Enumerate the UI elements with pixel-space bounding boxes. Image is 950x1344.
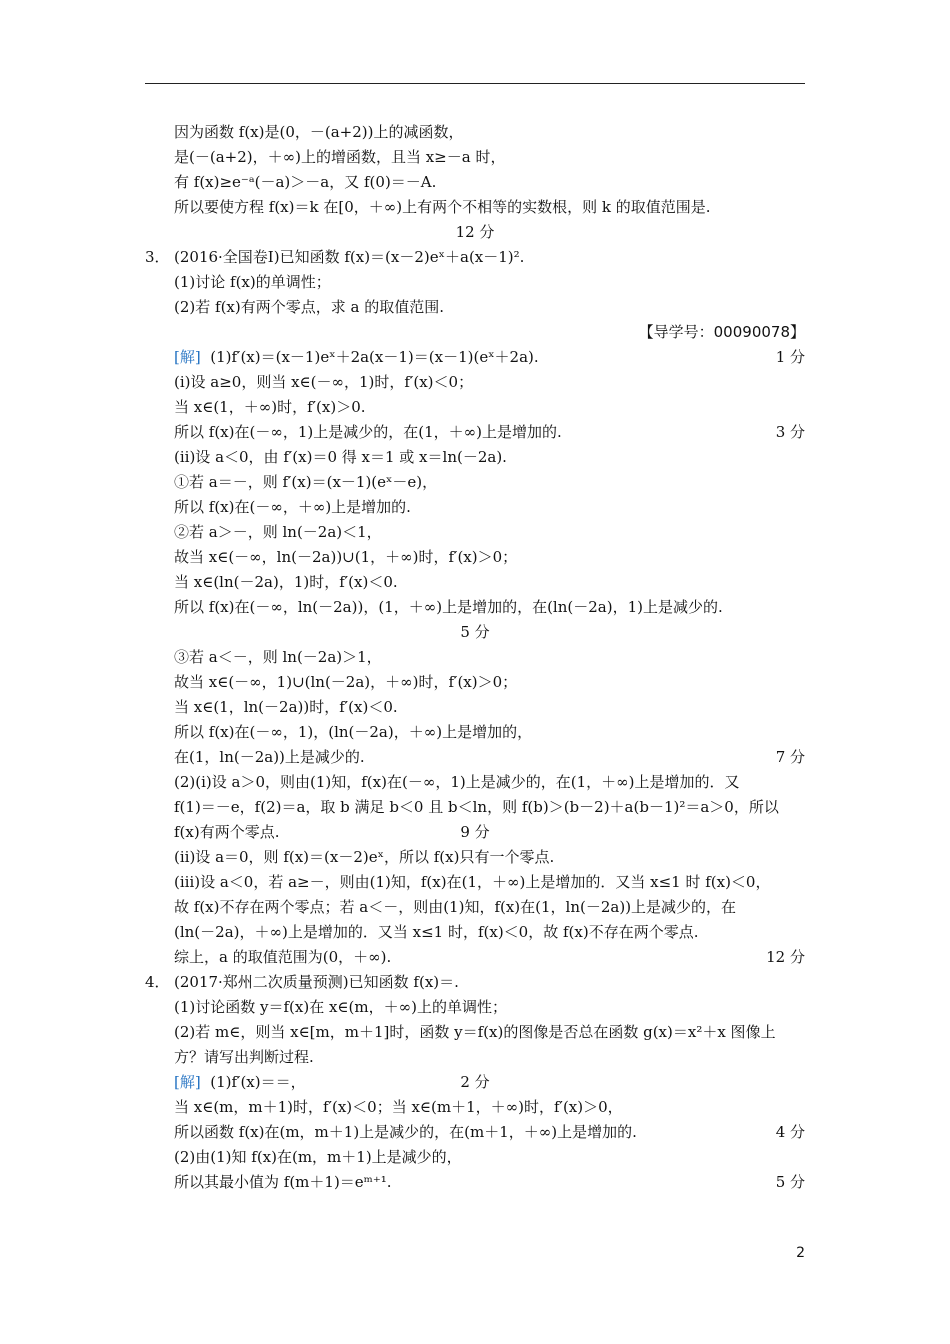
solution-line: (ⅲ)设 a＜0，若 a≥－，则由(1)知，f(x)在(1，＋∞)上是增加的．又当 x≤1 时 f(x)＜0， — [174, 873, 771, 891]
text-line: 所以要使方程 f(x)＝k 在[0，＋∞)上有两个不相等的实数根，则 k 的取值范围是. — [174, 198, 711, 216]
question-part: (2)若 m∈，则当 x∈[m，m＋1]时，函数 y＝f(x)的图像是否总在函数 g(x)＝x²＋x 图像上 — [174, 1023, 776, 1041]
solution-line: 所以函数 f(x)在(m，m＋1)上是减少的，在(m＋1，＋∞)上是增加的. — [174, 1123, 637, 1141]
score-label: 4 分 — [775, 1123, 805, 1141]
solution-line: 所以 f(x)在(－∞，＋∞)上是增加的. — [174, 498, 411, 516]
solution-line: 故当 x∈(－∞，1)∪(ln(－2a)，＋∞)时，f′(x)＞0； — [174, 673, 518, 691]
solution-line: 当 x∈(1，ln(－2a))时，f′(x)＜0. — [174, 698, 398, 716]
solution-text: (1)f′(x)＝＝， — [200, 1073, 306, 1091]
solution-line: 所以 f(x)在(－∞，1)上是减少的，在(1，＋∞)上是增加的. — [174, 423, 562, 441]
text-line: 有 f(x)≥e⁻ᵃ(－a)＞－a，又 f(0)＝－A. — [174, 173, 437, 191]
solution-line: 在(1，ln(－2a))上是减少的. — [174, 748, 365, 766]
score-label: 3 分 — [775, 423, 805, 441]
text-line: 是(－(a+2)，＋∞)上的增函数，且当 x≥－a 时， — [174, 148, 506, 166]
solution-line: 故 f(x)不存在两个零点；若 a＜－，则由(1)知，f(x)在(1，ln(－2a))上是减少的，在 — [174, 898, 737, 916]
solution-line: 当 x∈(m，m＋1)时，f′(x)＜0；当 x∈(m＋1，＋∞)时，f′(x)＞0， — [174, 1098, 623, 1116]
question-part: (2)若 f(x)有两个零点，求 a 的取值范围. — [174, 298, 444, 316]
question-part: (1)讨论 f(x)的单调性； — [174, 273, 331, 291]
header-rule — [145, 83, 805, 84]
page-number: 2 — [796, 1245, 805, 1261]
reference-number: 【导学号：00090078】 — [638, 323, 805, 341]
solution-line: 当 x∈(ln(－2a)，1)时，f′(x)＜0. — [174, 573, 398, 591]
question-part: 方？请写出判断过程. — [174, 1048, 314, 1066]
solution-line: ③若 a＜－，则 ln(－2a)＞1， — [174, 648, 382, 666]
solution-line: 所以 f(x)在(－∞，1)，(ln(－2a)，＋∞)上是增加的， — [174, 723, 533, 741]
question-text: (2017·郑州二次质量预测)已知函数 f(x)＝. — [174, 973, 459, 991]
solution-line: (2)由(1)知 f(x)在(m，m＋1)上是减少的， — [174, 1148, 462, 1166]
question-text: (2016·全国卷Ⅰ)已知函数 f(x)＝(x－2)eˣ＋a(x－1)². — [174, 248, 525, 266]
solution-line: ①若 a＝－，则 f′(x)＝(x－1)(eˣ－e)， — [174, 473, 438, 491]
score-label: 2 分 — [460, 1073, 490, 1091]
solution-line: 故当 x∈(－∞，ln(－2a))∪(1，＋∞)时，f′(x)＞0； — [174, 548, 518, 566]
question-part: (1)讨论函数 y＝f(x)在 x∈(m，＋∞)上的单调性； — [174, 998, 507, 1016]
solution-line — [174, 345, 539, 370]
solution-line: 所以其最小值为 f(m＋1)＝eᵐ⁺¹. — [174, 1173, 392, 1191]
solution-label: [解] — [174, 348, 201, 366]
score-label: 12 分 — [766, 948, 805, 966]
score-label: 12 分 — [455, 223, 495, 241]
score-label: 9 分 — [460, 823, 490, 841]
text-line: 因为函数 f(x)是(0，－(a+2))上的减函数， — [174, 123, 464, 141]
solution-line: 当 x∈(1，＋∞)时，f′(x)＞0. — [174, 398, 366, 416]
solution-line: (ln(－2a)，＋∞)上是增加的．又当 x≤1 时，f(x)＜0，故 f(x)不存在两个零点. — [174, 923, 699, 941]
solution-line: 综上，a 的取值范围为(0，＋∞). — [174, 948, 392, 966]
score-label: 5 分 — [460, 623, 490, 641]
solution-line: (2)(ⅰ)设 a＞0，则由(1)知，f(x)在(－∞，1)上是减少的，在(1，＋∞)上是增加的．又 — [174, 773, 740, 791]
question-number: 3． — [145, 248, 170, 266]
solution-line: f(1)＝－e，f(2)＝a，取 b 满足 b＜0 且 b＜ln，则 f(b)＞(b－2)＋a(b－1)²＝a＞0，所以 — [174, 798, 779, 816]
question-number: 4． — [145, 973, 170, 991]
score-label: 7 分 — [775, 748, 805, 766]
solution-line: (ⅰ)设 a≥0，则当 x∈(－∞，1)时，f′(x)＜0； — [174, 373, 474, 391]
solution-line: (ⅱ)设 a＝0，则 f(x)＝(x－2)eˣ，所以 f(x)只有一个零点. — [174, 848, 555, 866]
solution-line: ②若 a＞－，则 ln(－2a)＜1， — [174, 523, 382, 541]
score-label: 1 分 — [775, 348, 805, 366]
solution-line: (ⅱ)设 a＜0，由 f′(x)＝0 得 x＝1 或 x＝ln(－2a). — [174, 448, 507, 466]
score-label: 5 分 — [775, 1173, 805, 1191]
solution-text: (1)f′(x)＝(x－1)eˣ＋2a(x－1)＝(x－1)(eˣ＋2a). — [200, 348, 539, 366]
solution-label: [解] — [174, 1073, 201, 1091]
solution-line: f(x)有两个零点. — [174, 823, 280, 841]
solution-line: 所以 f(x)在(－∞，ln(－2a))，(1，＋∞)上是增加的，在(ln(－2a)，1)上是减少的. — [174, 598, 723, 616]
